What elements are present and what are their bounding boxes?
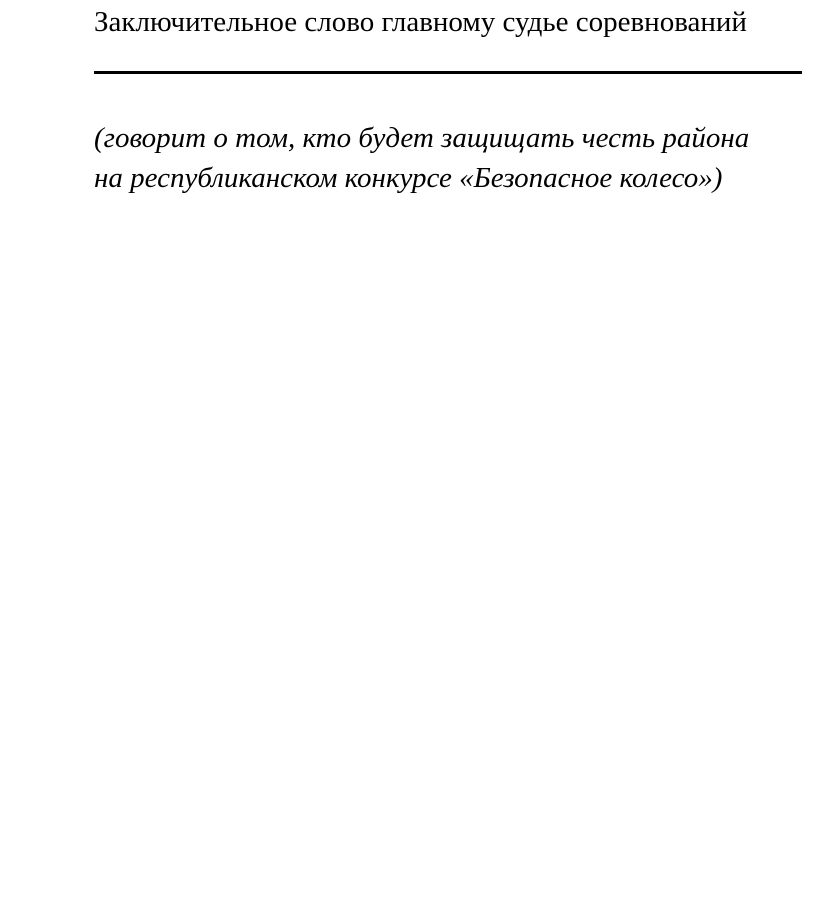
- signature-line: [94, 71, 802, 74]
- note-line-2: на республиканском конкурсе «Безопасное колесо»): [94, 162, 723, 194]
- stage-direction-note: [94, 118, 810, 198]
- note-line-1: (говорит о том, кто будет защищать честь района: [94, 122, 750, 154]
- document-heading: Заключительное слово главному судье соревнований: [94, 6, 747, 38]
